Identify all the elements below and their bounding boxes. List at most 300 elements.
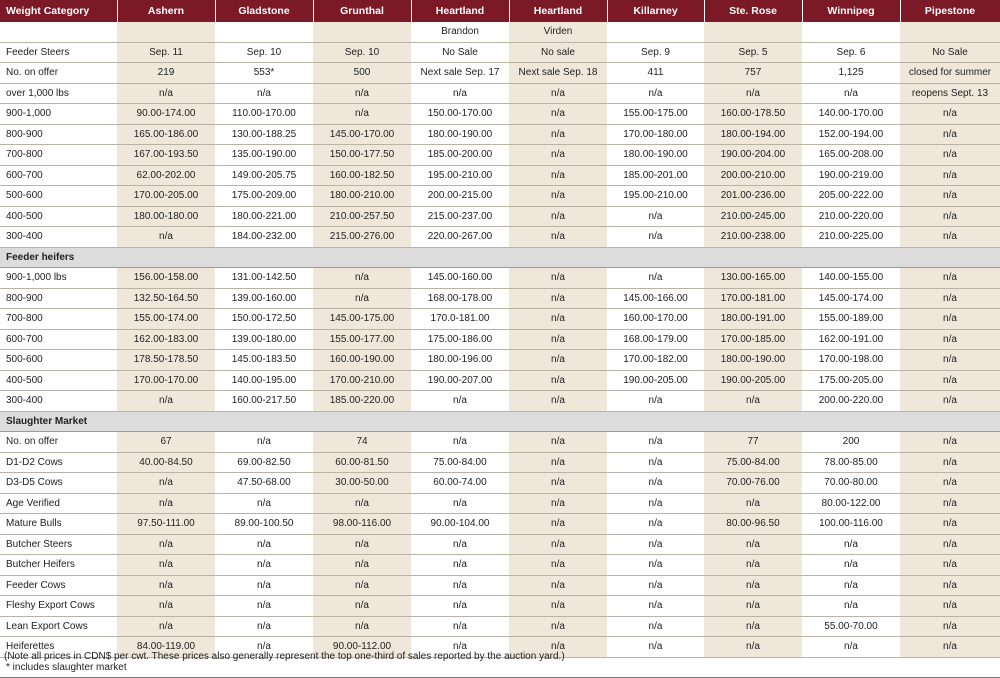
table-row bbox=[0, 206, 1000, 227]
price-cell: n/a bbox=[411, 391, 509, 412]
price-cell: 170.00-181.00 bbox=[704, 288, 802, 309]
price-cell: n/a bbox=[900, 534, 1000, 555]
price-cell: 220.00-267.00 bbox=[411, 227, 509, 248]
price-cell: 110.00-170.00 bbox=[215, 104, 313, 125]
price-cell: No Sale bbox=[900, 42, 1000, 63]
price-cell: n/a bbox=[704, 596, 802, 617]
price-cell: 180.00-191.00 bbox=[704, 309, 802, 330]
table-row bbox=[0, 42, 1000, 63]
price-cell: 210.00-238.00 bbox=[704, 227, 802, 248]
price-cell: 185.00-200.00 bbox=[411, 145, 509, 166]
price-cell: 40.00-84.50 bbox=[117, 452, 215, 473]
price-cell: n/a bbox=[900, 227, 1000, 248]
price-cell: n/a bbox=[117, 616, 215, 637]
price-cell: n/a bbox=[509, 514, 607, 535]
price-cell: n/a bbox=[607, 493, 704, 514]
price-cell: 170.00-170.00 bbox=[117, 370, 215, 391]
price-cell: 75.00-84.00 bbox=[411, 452, 509, 473]
price-cell: n/a bbox=[900, 309, 1000, 330]
price-cell: 98.00-116.00 bbox=[313, 514, 411, 535]
price-cell: 155.00-189.00 bbox=[802, 309, 900, 330]
table-row bbox=[0, 268, 1000, 289]
price-cell: n/a bbox=[509, 596, 607, 617]
price-cell: Next sale Sep. 18 bbox=[509, 63, 607, 84]
price-cell: 84.00-119.00 bbox=[117, 637, 215, 658]
price-cell: n/a bbox=[900, 391, 1000, 412]
price-cell: 97.50-111.00 bbox=[117, 514, 215, 535]
price-cell: 175.00-209.00 bbox=[215, 186, 313, 207]
price-cell: 201.00-236.00 bbox=[704, 186, 802, 207]
price-cell: n/a bbox=[509, 534, 607, 555]
price-cell: 160.00-182.50 bbox=[313, 165, 411, 186]
table-row bbox=[0, 432, 1000, 453]
row-label bbox=[0, 22, 117, 42]
price-cell: 145.00-183.50 bbox=[215, 350, 313, 371]
price-cell: n/a bbox=[313, 555, 411, 576]
price-cell: 130.00-165.00 bbox=[704, 268, 802, 289]
price-cell: n/a bbox=[900, 165, 1000, 186]
table-row bbox=[0, 350, 1000, 371]
price-cell: 200 bbox=[802, 432, 900, 453]
price-cell: 80.00-122.00 bbox=[802, 493, 900, 514]
price-cell: n/a bbox=[313, 288, 411, 309]
row-label: 300-400 bbox=[0, 391, 117, 412]
row-label: 400-500 bbox=[0, 206, 117, 227]
price-cell: n/a bbox=[509, 555, 607, 576]
price-cell: n/a bbox=[313, 575, 411, 596]
row-label: 700-800 bbox=[0, 309, 117, 330]
price-cell: n/a bbox=[704, 616, 802, 637]
row-label: Mature Bulls bbox=[0, 514, 117, 535]
table-row bbox=[0, 596, 1000, 617]
table-row bbox=[0, 63, 1000, 84]
price-cell: n/a bbox=[607, 534, 704, 555]
price-cell: Sep. 11 bbox=[117, 42, 215, 63]
header-market: Ste. Rose bbox=[704, 0, 802, 22]
table-row bbox=[0, 124, 1000, 145]
price-cell: n/a bbox=[900, 329, 1000, 350]
price-cell: n/a bbox=[117, 227, 215, 248]
price-cell: 180.00-194.00 bbox=[704, 124, 802, 145]
price-cell: 190.00-205.00 bbox=[704, 370, 802, 391]
price-cell: n/a bbox=[900, 616, 1000, 637]
table-row bbox=[0, 309, 1000, 330]
table-row bbox=[0, 83, 1000, 104]
price-cell: Virden bbox=[509, 22, 607, 42]
price-cell: n/a bbox=[509, 288, 607, 309]
price-cell bbox=[117, 22, 215, 42]
price-cell: n/a bbox=[900, 555, 1000, 576]
price-cell: 160.00-178.50 bbox=[704, 104, 802, 125]
price-cell: 75.00-84.00 bbox=[704, 452, 802, 473]
table-row bbox=[0, 514, 1000, 535]
price-cell: n/a bbox=[509, 206, 607, 227]
price-cell: 180.00-196.00 bbox=[411, 350, 509, 371]
section-header-row bbox=[0, 247, 1000, 268]
price-cell: 80.00-96.50 bbox=[704, 514, 802, 535]
price-cell: 30.00-50.00 bbox=[313, 473, 411, 494]
price-cell: 500 bbox=[313, 63, 411, 84]
price-cell: 135.00-190.00 bbox=[215, 145, 313, 166]
table-row bbox=[0, 227, 1000, 248]
price-cell: n/a bbox=[117, 534, 215, 555]
row-label: Feeder Cows bbox=[0, 575, 117, 596]
table-row bbox=[0, 370, 1000, 391]
price-cell: 74 bbox=[313, 432, 411, 453]
price-cell: reopens Sept. 13 bbox=[900, 83, 1000, 104]
price-cell: n/a bbox=[215, 493, 313, 514]
price-cell: 180.00-190.00 bbox=[411, 124, 509, 145]
header-market: Heartland bbox=[411, 0, 509, 22]
price-cell: n/a bbox=[607, 514, 704, 535]
row-label: 500-600 bbox=[0, 186, 117, 207]
price-cell: n/a bbox=[411, 555, 509, 576]
row-label: D3-D5 Cows bbox=[0, 473, 117, 494]
row-label: 400-500 bbox=[0, 370, 117, 391]
price-cell: 175.00-205.00 bbox=[802, 370, 900, 391]
price-cell: n/a bbox=[900, 350, 1000, 371]
price-cell: 165.00-208.00 bbox=[802, 145, 900, 166]
table-row bbox=[0, 104, 1000, 125]
price-cell: n/a bbox=[900, 268, 1000, 289]
price-cell: n/a bbox=[509, 473, 607, 494]
row-label: Butcher Heifers bbox=[0, 555, 117, 576]
price-cell: 190.00-207.00 bbox=[411, 370, 509, 391]
price-cell: n/a bbox=[215, 534, 313, 555]
header-market: Pipestone bbox=[900, 0, 1000, 22]
price-cell: n/a bbox=[215, 596, 313, 617]
price-cell: n/a bbox=[411, 616, 509, 637]
price-cell: n/a bbox=[411, 596, 509, 617]
price-cell: n/a bbox=[900, 575, 1000, 596]
price-cell: 155.00-174.00 bbox=[117, 309, 215, 330]
price-cell: 140.00-155.00 bbox=[802, 268, 900, 289]
price-cell: n/a bbox=[509, 616, 607, 637]
price-cell: n/a bbox=[704, 534, 802, 555]
price-cell: 69.00-82.50 bbox=[215, 452, 313, 473]
price-cell: 180.00-190.00 bbox=[607, 145, 704, 166]
price-cell: n/a bbox=[704, 83, 802, 104]
price-cell: n/a bbox=[802, 83, 900, 104]
price-note: (Note all prices in CDN$ per cwt. These prices also generally represent the top one-third of sales reported by the auction yard.) bbox=[4, 651, 565, 662]
price-cell: 131.00-142.50 bbox=[215, 268, 313, 289]
price-cell: n/a bbox=[900, 596, 1000, 617]
price-cell: n/a bbox=[607, 616, 704, 637]
price-cell: 162.00-191.00 bbox=[802, 329, 900, 350]
price-cell: n/a bbox=[117, 575, 215, 596]
row-label: 600-700 bbox=[0, 165, 117, 186]
table-row bbox=[0, 186, 1000, 207]
price-cell: 168.00-178.00 bbox=[411, 288, 509, 309]
table-row bbox=[0, 165, 1000, 186]
price-cell: 178.50-178.50 bbox=[117, 350, 215, 371]
row-label: No. on offer bbox=[0, 63, 117, 84]
price-cell: n/a bbox=[215, 616, 313, 637]
row-label: 800-900 bbox=[0, 124, 117, 145]
price-cell: 150.00-170.00 bbox=[411, 104, 509, 125]
row-label: Feeder Steers bbox=[0, 42, 117, 63]
price-cell: n/a bbox=[509, 145, 607, 166]
table-header-row bbox=[0, 0, 1000, 22]
price-cell: n/a bbox=[607, 452, 704, 473]
price-cell: 156.00-158.00 bbox=[117, 268, 215, 289]
price-cell: n/a bbox=[313, 596, 411, 617]
price-cell: n/a bbox=[704, 391, 802, 412]
price-cell: No Sale bbox=[411, 42, 509, 63]
price-cell: 210.00-245.00 bbox=[704, 206, 802, 227]
price-cell: 139.00-160.00 bbox=[215, 288, 313, 309]
header-market: Winnipeg bbox=[802, 0, 900, 22]
price-cell: n/a bbox=[900, 124, 1000, 145]
price-cell: n/a bbox=[802, 575, 900, 596]
price-cell: Sep. 10 bbox=[215, 42, 313, 63]
price-cell: 60.00-81.50 bbox=[313, 452, 411, 473]
price-cell: 170.00-180.00 bbox=[607, 124, 704, 145]
price-cell: n/a bbox=[509, 309, 607, 330]
price-cell: n/a bbox=[509, 124, 607, 145]
row-label: 700-800 bbox=[0, 145, 117, 166]
price-cell: Next sale Sep. 17 bbox=[411, 63, 509, 84]
price-cell: Sep. 5 bbox=[704, 42, 802, 63]
price-cell bbox=[607, 22, 704, 42]
price-cell: 155.00-177.00 bbox=[313, 329, 411, 350]
price-cell: n/a bbox=[607, 83, 704, 104]
price-cell: 132.50-164.50 bbox=[117, 288, 215, 309]
price-cell: 77 bbox=[704, 432, 802, 453]
header-market: Grunthal bbox=[313, 0, 411, 22]
price-cell: 150.00-172.50 bbox=[215, 309, 313, 330]
price-cell: n/a bbox=[411, 432, 509, 453]
table-row bbox=[0, 288, 1000, 309]
price-cell: 62.00-202.00 bbox=[117, 165, 215, 186]
price-cell: 170.00-198.00 bbox=[802, 350, 900, 371]
price-cell: n/a bbox=[117, 596, 215, 617]
price-cell: 78.00-85.00 bbox=[802, 452, 900, 473]
price-cell: n/a bbox=[509, 83, 607, 104]
price-cell: 67 bbox=[117, 432, 215, 453]
table-row bbox=[0, 493, 1000, 514]
price-cell: n/a bbox=[313, 534, 411, 555]
price-cell: 757 bbox=[704, 63, 802, 84]
price-cell: n/a bbox=[411, 83, 509, 104]
price-cell: n/a bbox=[509, 268, 607, 289]
price-cell: n/a bbox=[509, 493, 607, 514]
price-cell bbox=[313, 22, 411, 42]
price-cell: n/a bbox=[117, 555, 215, 576]
price-cell: 162.00-183.00 bbox=[117, 329, 215, 350]
row-label: over 1,000 lbs bbox=[0, 83, 117, 104]
price-cell: 160.00-217.50 bbox=[215, 391, 313, 412]
price-cell: 200.00-215.00 bbox=[411, 186, 509, 207]
price-cell: 150.00-177.50 bbox=[313, 145, 411, 166]
row-label: 500-600 bbox=[0, 350, 117, 371]
price-cell: n/a bbox=[607, 206, 704, 227]
price-cell: 145.00-175.00 bbox=[313, 309, 411, 330]
header-market: Killarney bbox=[607, 0, 704, 22]
price-cell: n/a bbox=[117, 493, 215, 514]
price-cell: 195.00-210.00 bbox=[607, 186, 704, 207]
price-cell: n/a bbox=[900, 637, 1000, 658]
price-cell: n/a bbox=[215, 575, 313, 596]
price-cell: n/a bbox=[802, 555, 900, 576]
price-cell: n/a bbox=[704, 575, 802, 596]
price-cell: 185.00-220.00 bbox=[313, 391, 411, 412]
price-cell: 215.00-237.00 bbox=[411, 206, 509, 227]
price-cell: 219 bbox=[117, 63, 215, 84]
row-label: 900-1,000 lbs bbox=[0, 268, 117, 289]
section-title: Slaughter Market bbox=[0, 411, 1000, 432]
price-cell: 411 bbox=[607, 63, 704, 84]
row-label: 900-1,000 bbox=[0, 104, 117, 125]
price-cell: 180.00-190.00 bbox=[704, 350, 802, 371]
price-cell: 184.00-232.00 bbox=[215, 227, 313, 248]
price-cell: 47.50-68.00 bbox=[215, 473, 313, 494]
table-row bbox=[0, 555, 1000, 576]
price-cell: 210.00-257.50 bbox=[313, 206, 411, 227]
price-cell: n/a bbox=[509, 432, 607, 453]
price-cell: 70.00-76.00 bbox=[704, 473, 802, 494]
price-cell: 190.00-205.00 bbox=[607, 370, 704, 391]
price-cell: n/a bbox=[802, 596, 900, 617]
price-cell: 205.00-222.00 bbox=[802, 186, 900, 207]
price-cell: n/a bbox=[607, 637, 704, 658]
price-cell: 90.00-174.00 bbox=[117, 104, 215, 125]
price-cell: n/a bbox=[313, 268, 411, 289]
price-cell: 190.00-219.00 bbox=[802, 165, 900, 186]
price-cell: 553* bbox=[215, 63, 313, 84]
price-cell: n/a bbox=[900, 493, 1000, 514]
price-cell: n/a bbox=[900, 432, 1000, 453]
row-label: Heiferettes bbox=[0, 637, 117, 658]
price-cell: n/a bbox=[215, 555, 313, 576]
price-cell: n/a bbox=[704, 493, 802, 514]
price-cell: n/a bbox=[509, 186, 607, 207]
price-cell: Brandon bbox=[411, 22, 509, 42]
price-cell: n/a bbox=[313, 83, 411, 104]
table-row bbox=[0, 391, 1000, 412]
price-cell: n/a bbox=[509, 104, 607, 125]
price-cell: No sale bbox=[509, 42, 607, 63]
price-cell: n/a bbox=[509, 370, 607, 391]
price-cell bbox=[215, 22, 313, 42]
price-cell: Sep. 6 bbox=[802, 42, 900, 63]
price-cell: 55.00-70.00 bbox=[802, 616, 900, 637]
sublocation-row bbox=[0, 22, 1000, 42]
row-label: Butcher Steers bbox=[0, 534, 117, 555]
price-cell: n/a bbox=[215, 432, 313, 453]
row-label: 800-900 bbox=[0, 288, 117, 309]
price-cell: 70.00-80.00 bbox=[802, 473, 900, 494]
header-market: Heartland bbox=[509, 0, 607, 22]
table-row bbox=[0, 534, 1000, 555]
price-cell: n/a bbox=[509, 329, 607, 350]
table-row bbox=[0, 329, 1000, 350]
price-cell: n/a bbox=[900, 514, 1000, 535]
price-cell: n/a bbox=[900, 370, 1000, 391]
price-cell: n/a bbox=[900, 145, 1000, 166]
price-cell: 145.00-174.00 bbox=[802, 288, 900, 309]
price-cell: 140.00-195.00 bbox=[215, 370, 313, 391]
price-cell: 165.00-186.00 bbox=[117, 124, 215, 145]
price-cell: 90.00-112.00 bbox=[313, 637, 411, 658]
row-label: Age Verified bbox=[0, 493, 117, 514]
price-cell: 215.00-276.00 bbox=[313, 227, 411, 248]
table-row bbox=[0, 473, 1000, 494]
price-cell: 210.00-220.00 bbox=[802, 206, 900, 227]
header-weight-category: Weight Category bbox=[0, 0, 117, 22]
table-row bbox=[0, 616, 1000, 637]
row-label: 600-700 bbox=[0, 329, 117, 350]
price-cell: 145.00-170.00 bbox=[313, 124, 411, 145]
price-cell bbox=[900, 22, 1000, 42]
price-cell: 185.00-201.00 bbox=[607, 165, 704, 186]
price-cell bbox=[802, 22, 900, 42]
price-cell: 89.00-100.50 bbox=[215, 514, 313, 535]
price-cell: n/a bbox=[509, 391, 607, 412]
price-cell: n/a bbox=[313, 104, 411, 125]
price-cell: n/a bbox=[215, 637, 313, 658]
table-row bbox=[0, 145, 1000, 166]
price-cell: 195.00-210.00 bbox=[411, 165, 509, 186]
price-cell: n/a bbox=[411, 637, 509, 658]
price-cell: n/a bbox=[313, 493, 411, 514]
price-cell: 180.00-221.00 bbox=[215, 206, 313, 227]
price-cell: 170.00-185.00 bbox=[704, 329, 802, 350]
table-body bbox=[0, 22, 1000, 678]
price-cell: n/a bbox=[802, 637, 900, 658]
section-title: Feeder heifers bbox=[0, 247, 1000, 268]
price-cell: 200.00-210.00 bbox=[704, 165, 802, 186]
price-cell: 170.00-182.00 bbox=[607, 350, 704, 371]
table-row bbox=[0, 452, 1000, 473]
price-cell: 168.00-179.00 bbox=[607, 329, 704, 350]
price-cell: n/a bbox=[509, 637, 607, 658]
price-cell: n/a bbox=[509, 350, 607, 371]
footnote: * includes slaughter market bbox=[0, 657, 1000, 678]
price-cell: 60.00-74.00 bbox=[411, 473, 509, 494]
price-cell: n/a bbox=[117, 473, 215, 494]
price-cell: 170.00-210.00 bbox=[313, 370, 411, 391]
price-cell: Sep. 9 bbox=[607, 42, 704, 63]
price-cell: n/a bbox=[900, 186, 1000, 207]
price-cell: 145.00-166.00 bbox=[607, 288, 704, 309]
price-cell: closed for summer bbox=[900, 63, 1000, 84]
price-cell: n/a bbox=[900, 473, 1000, 494]
row-label: Lean Export Cows bbox=[0, 616, 117, 637]
price-cell: n/a bbox=[411, 575, 509, 596]
price-cell: n/a bbox=[704, 637, 802, 658]
price-cell: 190.00-204.00 bbox=[704, 145, 802, 166]
price-cell: 175.00-186.00 bbox=[411, 329, 509, 350]
price-cell: 139.00-180.00 bbox=[215, 329, 313, 350]
header-market: Gladstone bbox=[215, 0, 313, 22]
price-cell: 210.00-225.00 bbox=[802, 227, 900, 248]
price-cell: n/a bbox=[607, 432, 704, 453]
price-cell: n/a bbox=[607, 575, 704, 596]
row-label: No. on offer bbox=[0, 432, 117, 453]
price-cell: 1,125 bbox=[802, 63, 900, 84]
header-market: Ashern bbox=[117, 0, 215, 22]
price-cell: n/a bbox=[509, 227, 607, 248]
price-cell: n/a bbox=[509, 165, 607, 186]
price-cell: 155.00-175.00 bbox=[607, 104, 704, 125]
price-cell: n/a bbox=[411, 493, 509, 514]
price-cell: n/a bbox=[704, 555, 802, 576]
price-cell: n/a bbox=[900, 288, 1000, 309]
table-row bbox=[0, 575, 1000, 596]
price-cell: n/a bbox=[411, 534, 509, 555]
price-cell: 130.00-188.25 bbox=[215, 124, 313, 145]
